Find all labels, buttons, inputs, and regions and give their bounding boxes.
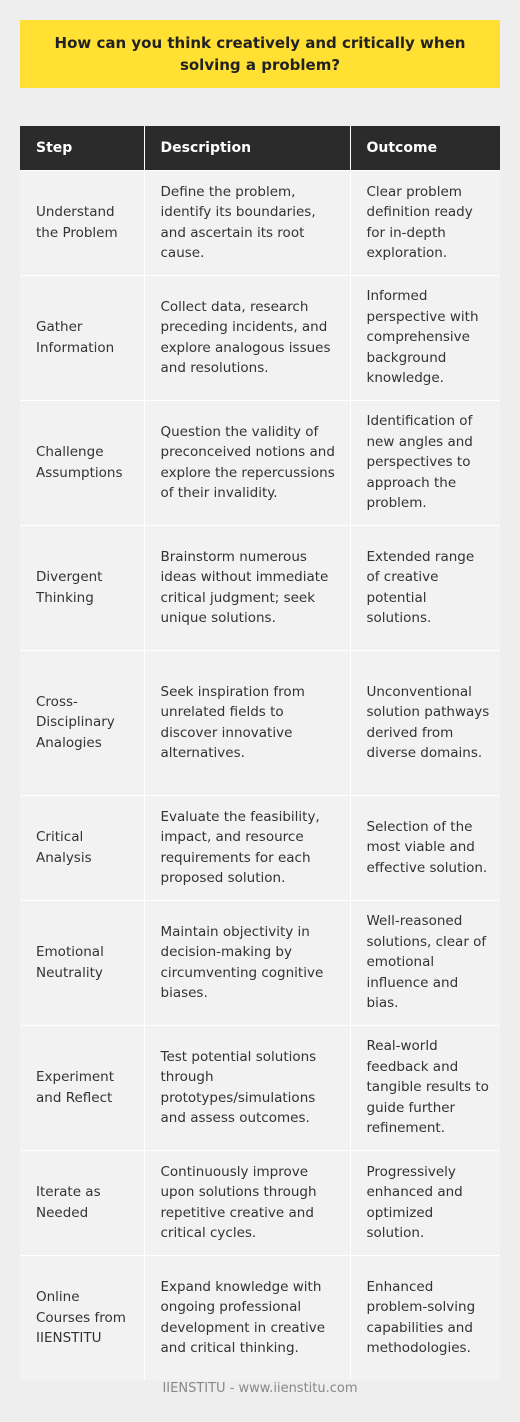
header-description: Description: [144, 126, 350, 170]
cell-outcome: Enhanced problem-solving capabilities and methodologies.: [350, 1255, 500, 1380]
cell-outcome: Unconventional solution pathways derived from diverse domains.: [350, 650, 500, 795]
table-row: [20, 275, 500, 400]
cell-description: Maintain objectivity in decision-making by circumventing cognitive biases.: [144, 900, 350, 1025]
table-row: [20, 525, 500, 650]
cell-description: Expand knowledge with ongoing professional development in creative and critical thinking.: [144, 1255, 350, 1380]
cell-description: Seek inspiration from unrelated fields to discover innovative alternatives.: [144, 650, 350, 795]
table-row: [20, 650, 500, 795]
table-body: [20, 170, 500, 1380]
header-step: Step: [20, 126, 144, 170]
table-row: [20, 795, 500, 900]
table-row: [20, 900, 500, 1025]
cell-step: Experiment and Reflect: [20, 1025, 144, 1150]
cell-description: Define the problem, identify its boundaries, and ascertain its root cause.: [144, 170, 350, 275]
table-row: [20, 1150, 500, 1255]
cell-step: Understand the Problem: [20, 170, 144, 275]
cell-outcome: Clear problem definition ready for in-depth exploration.: [350, 170, 500, 275]
cell-outcome: Extended range of creative potential solutions.: [350, 525, 500, 650]
cell-outcome: Informed perspective with comprehensive background knowledge.: [350, 275, 500, 400]
cell-outcome: Progressively enhanced and optimized solution.: [350, 1150, 500, 1255]
cell-description: Test potential solutions through prototypes/simulations and assess outcomes.: [144, 1025, 350, 1150]
title-banner: [20, 20, 500, 88]
header-outcome: Outcome: [350, 126, 500, 170]
cell-description: Collect data, research preceding incidents, and explore analogous issues and resolutions.: [144, 275, 350, 400]
cell-step: Divergent Thinking: [20, 525, 144, 650]
cell-description: Question the validity of preconceived notions and explore the repercussions of their invalidity.: [144, 400, 350, 525]
cell-step: Iterate as Needed: [20, 1150, 144, 1255]
table-header-row: [20, 126, 500, 170]
cell-description: Evaluate the feasibility, impact, and resource requirements for each proposed solution.: [144, 795, 350, 900]
cell-step: Online Courses from IIENSTITU: [20, 1255, 144, 1380]
table-row: [20, 170, 500, 275]
table-row: [20, 400, 500, 525]
cell-description: Brainstorm numerous ideas without immediate critical judgment; seek unique solutions.: [144, 525, 350, 650]
table-row: [20, 1255, 500, 1380]
cell-step: Emotional Neutrality: [20, 900, 144, 1025]
steps-table: [20, 126, 500, 1380]
page-title: How can you think creatively and critically when solving a problem?: [54, 34, 466, 74]
cell-outcome: Real-world feedback and tangible results to guide further refinement.: [350, 1025, 500, 1150]
cell-outcome: Well-reasoned solutions, clear of emotional influence and bias.: [350, 900, 500, 1025]
cell-outcome: Identification of new angles and perspectives to approach the problem.: [350, 400, 500, 525]
cell-step: Cross-Disciplinary Analogies: [20, 650, 144, 795]
cell-description: Continuously improve upon solutions through repetitive creative and critical cycles.: [144, 1150, 350, 1255]
cell-outcome: Selection of the most viable and effective solution.: [350, 795, 500, 900]
footer-credit: IIENSTITU - www.iienstitu.com: [162, 1381, 358, 1396]
cell-step: Gather Information: [20, 275, 144, 400]
table-row: [20, 1025, 500, 1150]
cell-step: Critical Analysis: [20, 795, 144, 900]
cell-step: Challenge Assumptions: [20, 400, 144, 525]
